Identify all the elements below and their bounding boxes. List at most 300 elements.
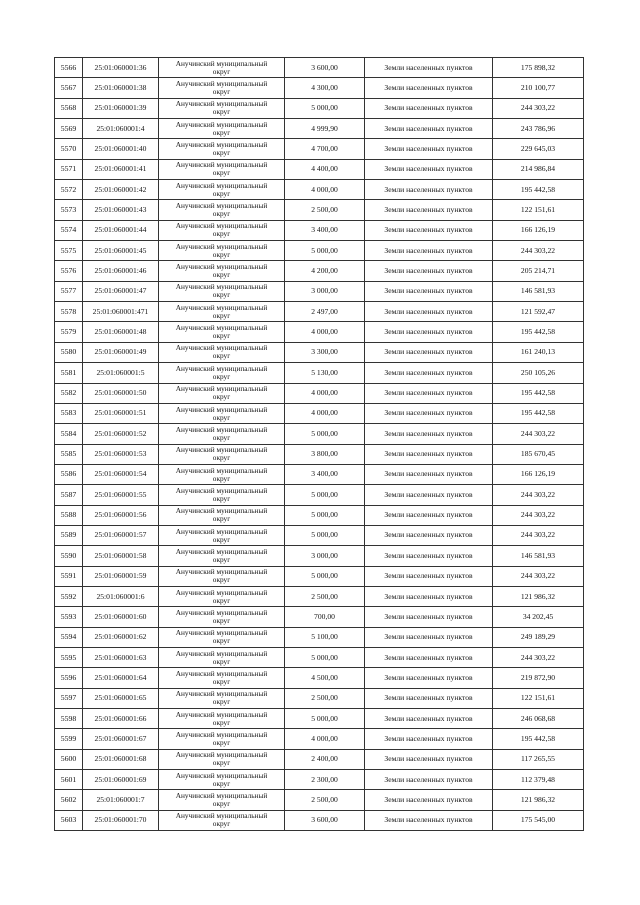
row-number-cell: 5568 [55, 98, 83, 118]
row-number-cell: 5588 [55, 505, 83, 525]
land-category-cell: Земли населенных пунктов [365, 647, 493, 667]
table-row [55, 159, 584, 179]
owner-type-line: округ [212, 819, 231, 829]
cadastral-number-cell: 25:01:060001:70 [83, 810, 159, 830]
table-row [55, 566, 584, 586]
land-category-cell: Земли населенных пунктов [365, 424, 493, 444]
area-cell: 5 000,00 [285, 647, 365, 667]
cadastral-number-cell: 25:01:060001:46 [83, 261, 159, 281]
cadastral-value-cell: 244 303,22 [493, 98, 584, 118]
cadastral-value-cell: 121 986,32 [493, 586, 584, 606]
land-category-cell: Земли населенных пунктов [365, 810, 493, 830]
cadastral-number-cell: 25:01:060001:56 [83, 505, 159, 525]
cadastral-number-cell: 25:01:060001:67 [83, 729, 159, 749]
land-category-cell: Земли населенных пунктов [365, 627, 493, 647]
owner-name-line: Анучинский муниципальный [175, 262, 268, 272]
owner-type-line: округ [212, 514, 231, 524]
cadastral-number-cell: 25:01:060001:57 [83, 525, 159, 545]
owner-cell [159, 709, 285, 729]
cadastral-value-cell: 195 442,58 [493, 180, 584, 200]
owner-name-line: Анучинский муниципальный [175, 628, 268, 638]
cadastral-value-cell: 121 592,47 [493, 302, 584, 322]
area-cell: 5 000,00 [285, 525, 365, 545]
area-cell: 4 000,00 [285, 322, 365, 342]
owner-name-line: Анучинский муниципальный [175, 791, 268, 801]
land-category-cell: Земли населенных пунктов [365, 363, 493, 383]
owner-type-line: округ [212, 87, 231, 97]
table-row [55, 403, 584, 423]
owner-name-line: Анучинский муниципальный [175, 58, 268, 68]
table-row [55, 770, 584, 790]
owner-cell [159, 464, 285, 484]
table-row [55, 647, 584, 667]
owner-cell [159, 241, 285, 261]
owner-type-line: округ [212, 717, 231, 727]
row-number-cell: 5595 [55, 647, 83, 667]
row-number-cell: 5593 [55, 607, 83, 627]
table-row [55, 464, 584, 484]
area-cell: 3 600,00 [285, 58, 365, 78]
land-registry-table [54, 57, 584, 831]
owner-name-line: Анучинский муниципальный [175, 526, 268, 536]
table-row [55, 281, 584, 301]
table-row [55, 546, 584, 566]
owner-type-line: округ [212, 249, 231, 259]
owner-name-line: Анучинский муниципальный [175, 99, 268, 109]
cadastral-number-cell: 25:01:060001:48 [83, 322, 159, 342]
table-row [55, 58, 584, 78]
area-cell: 4 300,00 [285, 78, 365, 98]
land-category-cell: Земли населенных пунктов [365, 220, 493, 240]
owner-name-line: Анучинский муниципальный [175, 282, 268, 292]
cadastral-value-cell: 117 265,55 [493, 749, 584, 769]
cadastral-number-cell: 25:01:060001:5 [83, 363, 159, 383]
owner-name-line: Анучинский муниципальный [175, 343, 268, 353]
row-number-cell: 5583 [55, 403, 83, 423]
area-cell: 2 497,00 [285, 302, 365, 322]
cadastral-value-cell: 122 151,61 [493, 688, 584, 708]
row-number-cell: 5599 [55, 729, 83, 749]
row-number-cell: 5581 [55, 363, 83, 383]
owner-cell [159, 810, 285, 830]
row-number-cell: 5591 [55, 566, 83, 586]
land-category-cell: Земли населенных пунктов [365, 505, 493, 525]
cadastral-value-cell: 146 581,93 [493, 281, 584, 301]
owner-cell [159, 159, 285, 179]
owner-type-line: округ [212, 473, 231, 483]
cadastral-value-cell: 249 189,29 [493, 627, 584, 647]
owner-type-line: округ [212, 290, 231, 300]
row-number-cell: 5576 [55, 261, 83, 281]
owner-type-line: округ [212, 636, 231, 646]
owner-cell [159, 770, 285, 790]
cadastral-value-cell: 185 670,45 [493, 444, 584, 464]
owner-cell [159, 688, 285, 708]
cadastral-number-cell: 25:01:060001:40 [83, 139, 159, 159]
table-row [55, 810, 584, 830]
area-cell: 3 300,00 [285, 342, 365, 362]
cadastral-number-cell: 25:01:060001:55 [83, 485, 159, 505]
table-row [55, 424, 584, 444]
table-row [55, 607, 584, 627]
area-cell: 3 800,00 [285, 444, 365, 464]
cadastral-number-cell: 25:01:060001:59 [83, 566, 159, 586]
cadastral-value-cell: 243 786,96 [493, 119, 584, 139]
cadastral-number-cell: 25:01:060001:65 [83, 688, 159, 708]
owner-name-line: Анучинский муниципальный [175, 730, 268, 740]
owner-name-line: Анучинский муниципальный [175, 770, 268, 780]
owner-cell [159, 261, 285, 281]
cadastral-value-cell: 112 379,48 [493, 770, 584, 790]
owner-type-line: округ [212, 575, 231, 585]
area-cell: 700,00 [285, 607, 365, 627]
land-category-cell: Земли населенных пунктов [365, 281, 493, 301]
owner-name-line: Анучинский муниципальный [175, 668, 268, 678]
table-row [55, 505, 584, 525]
cadastral-value-cell: 161 240,13 [493, 342, 584, 362]
table-row [55, 180, 584, 200]
owner-cell [159, 627, 285, 647]
table-row [55, 525, 584, 545]
row-number-cell: 5585 [55, 444, 83, 464]
owner-name-line: Анучинский муниципальный [175, 404, 268, 414]
cadastral-number-cell: 25:01:060001:63 [83, 647, 159, 667]
owner-cell [159, 98, 285, 118]
table-row [55, 485, 584, 505]
owner-name-line: Анучинский муниципальный [175, 811, 268, 821]
land-category-cell: Земли населенных пунктов [365, 98, 493, 118]
table-row [55, 302, 584, 322]
cadastral-number-cell: 25:01:060001:68 [83, 749, 159, 769]
area-cell: 4 999,90 [285, 119, 365, 139]
owner-cell [159, 119, 285, 139]
cadastral-value-cell: 205 214,71 [493, 261, 584, 281]
owner-name-line: Анучинский муниципальный [175, 302, 268, 312]
area-cell: 5 000,00 [285, 485, 365, 505]
table-row [55, 241, 584, 261]
owner-name-line: Анучинский муниципальный [175, 546, 268, 556]
area-cell: 2 500,00 [285, 688, 365, 708]
table-row [55, 586, 584, 606]
cadastral-value-cell: 175 545,00 [493, 810, 584, 830]
owner-type-line: округ [212, 392, 231, 402]
land-category-cell: Земли населенных пунктов [365, 586, 493, 606]
table-row [55, 78, 584, 98]
owner-cell [159, 383, 285, 403]
land-category-cell: Земли населенных пунктов [365, 322, 493, 342]
owner-type-line: округ [212, 493, 231, 503]
row-number-cell: 5573 [55, 200, 83, 220]
row-number-cell: 5598 [55, 709, 83, 729]
owner-name-line: Анучинский муниципальный [175, 180, 268, 190]
owner-type-line: округ [212, 534, 231, 544]
owner-type-line: округ [212, 107, 231, 117]
table-row [55, 668, 584, 688]
row-number-cell: 5580 [55, 342, 83, 362]
land-category-cell: Земли населенных пунктов [365, 119, 493, 139]
row-number-cell: 5589 [55, 525, 83, 545]
row-number-cell: 5570 [55, 139, 83, 159]
owner-name-line: Анучинский муниципальный [175, 384, 268, 394]
table-row [55, 200, 584, 220]
cadastral-number-cell: 25:01:060001:52 [83, 424, 159, 444]
cadastral-number-cell: 25:01:060001:51 [83, 403, 159, 423]
land-category-cell: Земли населенных пунктов [365, 485, 493, 505]
cadastral-value-cell: 210 100,77 [493, 78, 584, 98]
area-cell: 5 000,00 [285, 241, 365, 261]
cadastral-number-cell: 25:01:060001:36 [83, 58, 159, 78]
cadastral-value-cell: 244 303,22 [493, 241, 584, 261]
owner-type-line: округ [212, 432, 231, 442]
table-row [55, 139, 584, 159]
owner-cell [159, 485, 285, 505]
owner-cell [159, 566, 285, 586]
area-cell: 2 500,00 [285, 790, 365, 810]
cadastral-number-cell: 25:01:060001:50 [83, 383, 159, 403]
cadastral-number-cell: 25:01:060001:54 [83, 464, 159, 484]
owner-name-line: Анучинский муниципальный [175, 221, 268, 231]
table-row [55, 688, 584, 708]
land-category-cell: Земли населенных пунктов [365, 668, 493, 688]
owner-cell [159, 424, 285, 444]
table-row [55, 383, 584, 403]
owner-name-line: Анучинский муниципальный [175, 241, 268, 251]
cadastral-number-cell: 25:01:060001:64 [83, 668, 159, 688]
owner-type-line: округ [212, 758, 231, 768]
owner-cell [159, 220, 285, 240]
owner-name-line: Анучинский муниципальный [175, 587, 268, 597]
cadastral-value-cell: 244 303,22 [493, 505, 584, 525]
area-cell: 4 000,00 [285, 403, 365, 423]
row-number-cell: 5566 [55, 58, 83, 78]
row-number-cell: 5594 [55, 627, 83, 647]
owner-type-line: округ [212, 799, 231, 809]
owner-cell [159, 302, 285, 322]
land-category-cell: Земли населенных пунктов [365, 58, 493, 78]
cadastral-number-cell: 25:01:060001:471 [83, 302, 159, 322]
cadastral-value-cell: 219 872,90 [493, 668, 584, 688]
owner-cell [159, 546, 285, 566]
table-row [55, 363, 584, 383]
row-number-cell: 5587 [55, 485, 83, 505]
row-number-cell: 5582 [55, 383, 83, 403]
owner-name-line: Анучинский муниципальный [175, 363, 268, 373]
table-row [55, 749, 584, 769]
land-category-cell: Земли населенных пунктов [365, 78, 493, 98]
owner-type-line: округ [212, 453, 231, 463]
cadastral-number-cell: 25:01:060001:44 [83, 220, 159, 240]
table-row [55, 322, 584, 342]
cadastral-number-cell: 25:01:060001:42 [83, 180, 159, 200]
owner-cell [159, 342, 285, 362]
area-cell: 5 000,00 [285, 566, 365, 586]
cadastral-number-cell: 25:01:060001:45 [83, 241, 159, 261]
row-number-cell: 5590 [55, 546, 83, 566]
land-category-cell: Земли населенных пунктов [365, 688, 493, 708]
cadastral-number-cell: 25:01:060001:4 [83, 119, 159, 139]
land-category-cell: Земли населенных пунктов [365, 139, 493, 159]
row-number-cell: 5569 [55, 119, 83, 139]
table-body [55, 58, 584, 831]
cadastral-value-cell: 214 986,84 [493, 159, 584, 179]
area-cell: 4 200,00 [285, 261, 365, 281]
owner-type-line: округ [212, 66, 231, 76]
row-number-cell: 5584 [55, 424, 83, 444]
owner-type-line: округ [212, 209, 231, 219]
cadastral-value-cell: 175 898,32 [493, 58, 584, 78]
owner-name-line: Анучинский муниципальный [175, 79, 268, 89]
owner-cell [159, 363, 285, 383]
owner-name-line: Анучинский муниципальный [175, 140, 268, 150]
land-category-cell: Земли населенных пунктов [365, 709, 493, 729]
land-category-cell: Земли населенных пунктов [365, 159, 493, 179]
owner-type-line: округ [212, 148, 231, 158]
cadastral-value-cell: 122 151,61 [493, 200, 584, 220]
cadastral-number-cell: 25:01:060001:60 [83, 607, 159, 627]
area-cell: 3 400,00 [285, 220, 365, 240]
cadastral-value-cell: 246 068,68 [493, 709, 584, 729]
owner-type-line: округ [212, 371, 231, 381]
land-category-cell: Земли населенных пунктов [365, 200, 493, 220]
area-cell: 3 000,00 [285, 281, 365, 301]
table-row [55, 220, 584, 240]
table-row [55, 790, 584, 810]
area-cell: 3 600,00 [285, 810, 365, 830]
cadastral-number-cell: 25:01:060001:43 [83, 200, 159, 220]
area-cell: 4 000,00 [285, 383, 365, 403]
cadastral-value-cell: 34 202,45 [493, 607, 584, 627]
owner-type-line: округ [212, 656, 231, 666]
area-cell: 3 000,00 [285, 546, 365, 566]
area-cell: 5 000,00 [285, 505, 365, 525]
owner-cell [159, 281, 285, 301]
cadastral-value-cell: 195 442,58 [493, 383, 584, 403]
owner-name-line: Анучинский муниципальный [175, 465, 268, 475]
owner-cell [159, 139, 285, 159]
land-category-cell: Земли населенных пунктов [365, 383, 493, 403]
owner-cell [159, 647, 285, 667]
owner-cell [159, 749, 285, 769]
cadastral-number-cell: 25:01:060001:66 [83, 709, 159, 729]
table-row [55, 627, 584, 647]
area-cell: 5 000,00 [285, 709, 365, 729]
owner-name-line: Анучинский муниципальный [175, 160, 268, 170]
owner-name-line: Анучинский муниципальный [175, 506, 268, 516]
area-cell: 4 400,00 [285, 159, 365, 179]
owner-type-line: округ [212, 778, 231, 788]
row-number-cell: 5600 [55, 749, 83, 769]
owner-name-line: Анучинский муниципальный [175, 445, 268, 455]
cadastral-value-cell: 121 986,32 [493, 790, 584, 810]
owner-type-line: округ [212, 697, 231, 707]
owner-cell [159, 525, 285, 545]
owner-cell [159, 668, 285, 688]
owner-type-line: округ [212, 270, 231, 280]
table-row [55, 444, 584, 464]
cadastral-value-cell: 195 442,58 [493, 322, 584, 342]
table-row [55, 98, 584, 118]
cadastral-number-cell: 25:01:060001:49 [83, 342, 159, 362]
cadastral-value-cell: 244 303,22 [493, 647, 584, 667]
cadastral-number-cell: 25:01:060001:39 [83, 98, 159, 118]
table-row [55, 709, 584, 729]
row-number-cell: 5596 [55, 668, 83, 688]
area-cell: 4 500,00 [285, 668, 365, 688]
table-row [55, 342, 584, 362]
area-cell: 5 100,00 [285, 627, 365, 647]
owner-type-line: округ [212, 676, 231, 686]
row-number-cell: 5571 [55, 159, 83, 179]
cadastral-value-cell: 195 442,58 [493, 729, 584, 749]
owner-name-line: Анучинский муниципальный [175, 119, 268, 129]
row-number-cell: 5586 [55, 464, 83, 484]
area-cell: 5 000,00 [285, 424, 365, 444]
cadastral-number-cell: 25:01:060001:7 [83, 790, 159, 810]
area-cell: 2 400,00 [285, 749, 365, 769]
owner-type-line: округ [212, 738, 231, 748]
cadastral-value-cell: 244 303,22 [493, 566, 584, 586]
row-number-cell: 5567 [55, 78, 83, 98]
cadastral-number-cell: 25:01:060001:47 [83, 281, 159, 301]
cadastral-number-cell: 25:01:060001:6 [83, 586, 159, 606]
cadastral-value-cell: 244 303,22 [493, 485, 584, 505]
cadastral-number-cell: 25:01:060001:38 [83, 78, 159, 98]
owner-cell [159, 403, 285, 423]
owner-name-line: Анучинский муниципальный [175, 201, 268, 211]
owner-type-line: округ [212, 615, 231, 625]
cadastral-number-cell: 25:01:060001:69 [83, 770, 159, 790]
owner-name-line: Анучинский муниципальный [175, 750, 268, 760]
land-category-cell: Земли населенных пунктов [365, 261, 493, 281]
owner-cell [159, 78, 285, 98]
area-cell: 2 500,00 [285, 586, 365, 606]
owner-name-line: Анучинский муниципальный [175, 648, 268, 658]
owner-cell [159, 790, 285, 810]
land-category-cell: Земли населенных пунктов [365, 566, 493, 586]
area-cell: 5 000,00 [285, 98, 365, 118]
row-number-cell: 5575 [55, 241, 83, 261]
area-cell: 2 500,00 [285, 200, 365, 220]
area-cell: 5 130,00 [285, 363, 365, 383]
table-row [55, 729, 584, 749]
owner-name-line: Анучинский муниципальный [175, 689, 268, 699]
cadastral-value-cell: 146 581,93 [493, 546, 584, 566]
owner-cell [159, 180, 285, 200]
land-category-cell: Земли населенных пунктов [365, 302, 493, 322]
owner-cell [159, 322, 285, 342]
owner-type-line: округ [212, 188, 231, 198]
owner-type-line: округ [212, 331, 231, 341]
owner-type-line: округ [212, 351, 231, 361]
area-cell: 4 000,00 [285, 180, 365, 200]
owner-cell [159, 729, 285, 749]
owner-type-line: округ [212, 127, 231, 137]
owner-cell [159, 505, 285, 525]
cadastral-value-cell: 244 303,22 [493, 424, 584, 444]
land-category-cell: Земли населенных пунктов [365, 444, 493, 464]
row-number-cell: 5597 [55, 688, 83, 708]
owner-name-line: Анучинский муниципальный [175, 607, 268, 617]
cadastral-value-cell: 250 105,26 [493, 363, 584, 383]
cadastral-number-cell: 25:01:060001:41 [83, 159, 159, 179]
document-page [54, 57, 583, 831]
land-category-cell: Земли населенных пунктов [365, 241, 493, 261]
owner-cell [159, 58, 285, 78]
owner-cell [159, 607, 285, 627]
land-category-cell: Земли населенных пунктов [365, 790, 493, 810]
area-cell: 3 400,00 [285, 464, 365, 484]
cadastral-number-cell: 25:01:060001:62 [83, 627, 159, 647]
